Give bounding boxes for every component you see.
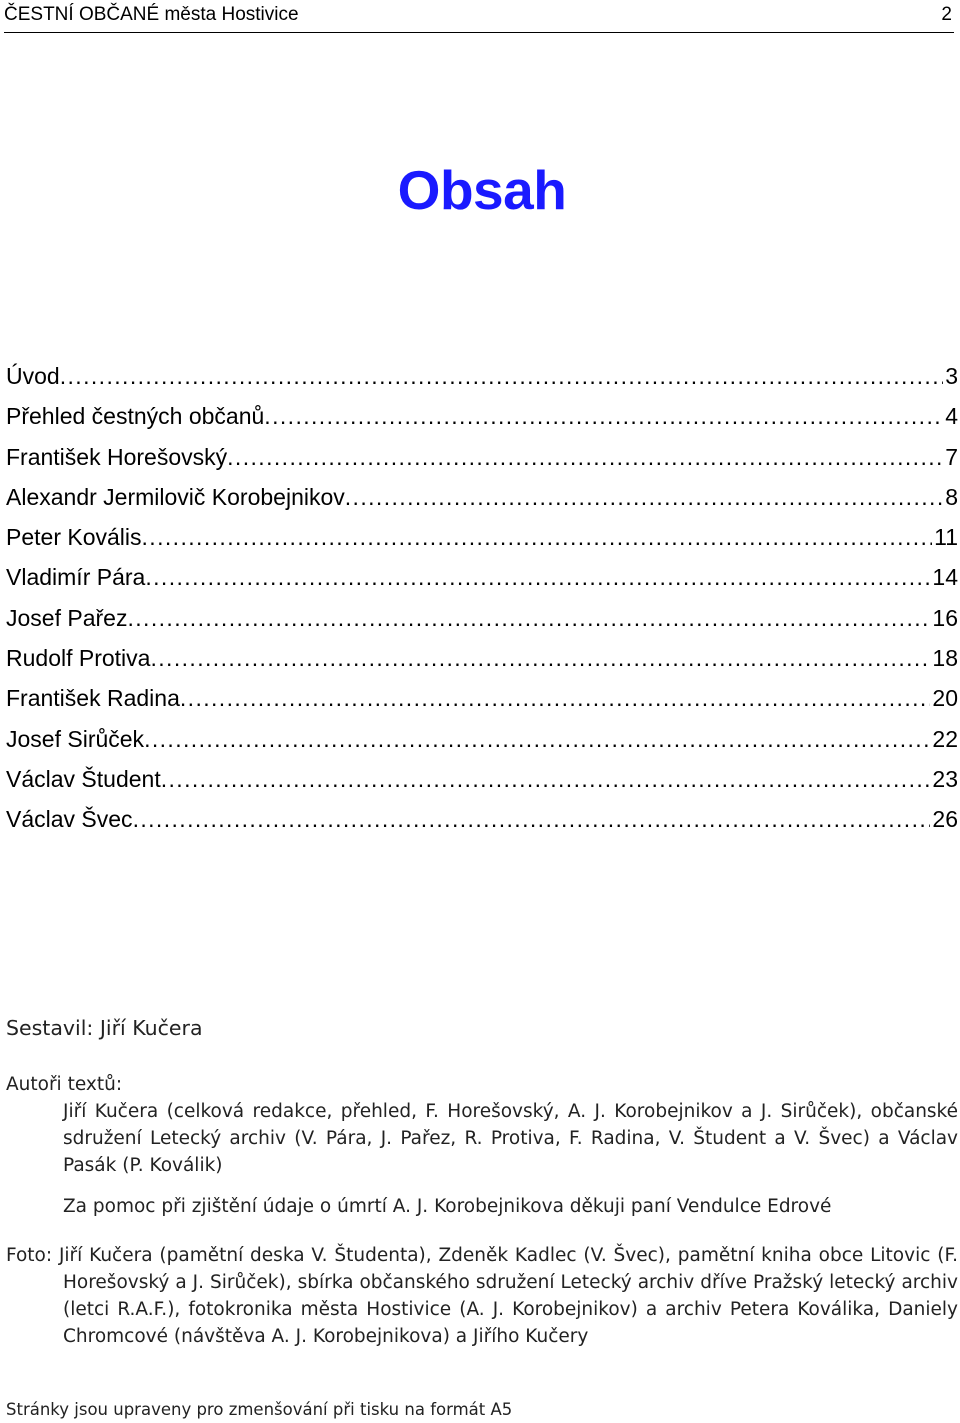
toc-leader-dots [227, 437, 943, 477]
toc-entry-label: Přehled čestných občanů [6, 403, 265, 430]
toc-entry[interactable] [6, 759, 958, 799]
toc-entry-label: Josef Sirůček [6, 725, 145, 752]
toc-entry-page: 18 [932, 645, 958, 672]
toc-entry-page: 7 [945, 443, 958, 470]
toc-entry-page: 14 [932, 564, 958, 591]
photo-credits-text: Foto: Jiří Kučera (pamětní deska V. Študenta), Zdeněk Kadlec (V. Švec), pamětní kniha obce Litovic (F. Horešovský a J. Sirůček), sbírka občanského sdružení Letecký archiv dříve Pražský letecký archiv (letci R.A.F.), fotokronika města Hostivice (A. J. Korobejnikov) a archiv Petera Koválika, Daniely Chromcové (návštěva A. J. Korobejnikova) a Jiřího Kučery [6, 1245, 958, 1347]
toc-leader-dots [150, 638, 930, 678]
document-title: ČESTNÍ OBČANÉ města Hostivice [4, 4, 299, 25]
acknowledgement: Za pomoc při zjištění údaje o úmrtí A. J. Korobejnikova děkuji paní Vendulce Edrové [63, 1196, 832, 1217]
toc-entry[interactable] [6, 517, 958, 557]
toc-entry-page: 22 [932, 725, 958, 752]
toc-leader-dots [161, 759, 931, 799]
footer-note: Stránky jsou upraveny pro zmenšování při tisku na formát A5 [6, 1400, 513, 1419]
toc-leader-dots [345, 477, 943, 517]
page-title: Obsah [397, 159, 567, 221]
toc-entry[interactable] [6, 638, 958, 678]
toc-entry[interactable] [6, 799, 958, 839]
authors-heading: Autoři textů: [6, 1074, 123, 1095]
toc-entry-page: 11 [934, 524, 958, 551]
toc-entry-label: František Radina [6, 685, 180, 712]
toc-entry[interactable] [6, 719, 958, 759]
toc-leader-dots [133, 799, 931, 839]
toc-entry[interactable] [6, 477, 958, 517]
toc-leader-dots [264, 396, 943, 436]
toc-leader-dots [145, 557, 930, 597]
authors-text: Jiří Kučera (celková redakce, přehled, F. Horešovský, A. J. Korobejnikov a J. Sirůček), občanské sdružení Letecký archiv (V. Pára, J. Pařez, R. Protiva, F. Radina, V. Študent a V. Švec) a Václav Pasák (P. Koválik) [63, 1101, 958, 1176]
toc-entry-label: Rudolf Protiva [6, 645, 151, 672]
toc-entry-label: Josef Pařez [6, 604, 128, 631]
toc-entry-label: František Horešovský [6, 443, 228, 470]
toc-entry-label: Václav Študent [6, 765, 161, 792]
photo-credits [6, 1242, 958, 1350]
toc-entry-page: 8 [945, 483, 958, 510]
toc-leader-dots [127, 598, 930, 638]
toc-entry-page: 26 [932, 806, 958, 833]
toc-entry-page: 23 [932, 765, 958, 792]
toc-entry[interactable] [6, 356, 958, 396]
toc-leader-dots [142, 517, 933, 557]
toc-entry-label: Václav Švec [6, 806, 133, 833]
toc-entry[interactable] [6, 396, 958, 436]
toc-entry-label: Peter Kovális [6, 524, 142, 551]
toc-entry-label: Vladimír Pára [6, 564, 146, 591]
toc-entry-label: Úvod [6, 363, 60, 389]
toc-leader-dots [60, 356, 944, 396]
toc-entry-page: 4 [945, 403, 958, 430]
table-of-contents [6, 356, 958, 840]
toc-entry-page: 20 [932, 685, 958, 712]
toc-entry-label: Alexandr Jermilovič Korobejnikov [6, 483, 345, 510]
page-number: 2 [941, 4, 952, 25]
toc-leader-dots [144, 719, 930, 759]
page-header [4, 0, 954, 33]
toc-entry[interactable] [6, 598, 958, 638]
compiled-by: Sestavil: Jiří Kučera [6, 1016, 203, 1040]
toc-entry[interactable] [6, 557, 958, 597]
toc-entry[interactable] [6, 678, 958, 718]
toc-leader-dots [180, 678, 931, 718]
toc-entry[interactable] [6, 437, 958, 477]
toc-entry-page: 16 [932, 604, 958, 631]
toc-entry-page: 3 [945, 363, 958, 389]
